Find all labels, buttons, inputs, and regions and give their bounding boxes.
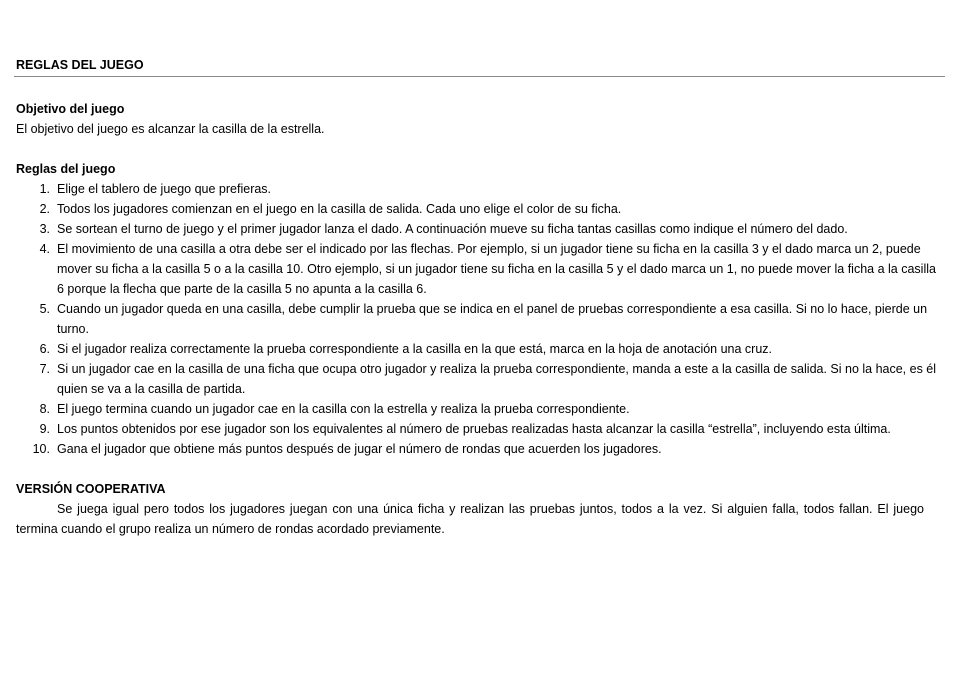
- rule-text: Si un jugador cae en la casilla de una ficha que ocupa otro jugador y realiza la prueba correspondiente, manda a este a la casilla de salida. Si no la hace, es él quien se va a la casilla de partida.: [57, 362, 937, 396]
- rule-text: Si el jugador realiza correctamente la prueba correspondiente a la casilla en la que está, marca en la hoja de anotación una cruz.: [57, 342, 773, 356]
- rule-item: [16, 199, 941, 219]
- section-spacer: [16, 459, 941, 479]
- rule-text: Todos los jugadores comienzan en el juego en la casilla de salida. Cada uno elige el color de su ficha.: [57, 202, 622, 216]
- rule-number: 7.: [39, 362, 50, 376]
- rule-number: 3.: [39, 222, 50, 236]
- cooperative-text: Se juega igual pero todos los jugadores juegan con una única ficha y realizan las pruebas juntos, todos a la vez. Si alguien falla, todos fallan. El juego termina cuando el grupo realiza un número de rondas acordado previamente.: [16, 502, 924, 536]
- rule-number: 5.: [39, 302, 50, 316]
- rule-number: 8.: [39, 402, 50, 416]
- rule-item: [16, 399, 941, 419]
- rule-item: [16, 339, 941, 359]
- rule-item: [16, 239, 941, 299]
- rule-item: [16, 439, 941, 459]
- rule-text: Se sortean el turno de juego y el primer jugador lanza el dado. A continuación mueve su ficha tantas casillas como indique el número del dado.: [57, 222, 848, 236]
- rule-item: [16, 299, 941, 339]
- objective-heading: Objetivo del juego: [16, 102, 125, 116]
- rule-text: El movimiento de una casilla a otra debe ser el indicado por las flechas. Por ejemplo, si un jugador tiene su ficha en la casilla 3 y el dado marca un 2, puede mover su ficha a la casilla 5 o a la casilla 10. Otro ejemplo, si un jugador tiene su ficha en la casilla 5 y el dado marca un 1, no puede mover la ficha a la casilla 6 porque la flecha que parte de la casilla 5 no apunta a la casilla 6.: [57, 242, 936, 296]
- rule-text: Elige el tablero de juego que prefieras.: [57, 182, 272, 196]
- rules-heading: Reglas del juego: [16, 162, 116, 176]
- rule-text: Gana el jugador que obtiene más puntos después de jugar el número de rondas que acuerden los jugadores.: [57, 442, 662, 456]
- rule-item: [16, 419, 941, 439]
- cooperative-heading: VERSIÓN COOPERATIVA: [16, 482, 166, 496]
- rule-number: 6.: [39, 342, 50, 356]
- rule-text: Cuando un jugador queda en una casilla, debe cumplir la prueba que se indica en el panel de pruebas correspondiente a esa casilla. Si no lo hace, pierde un turno.: [57, 302, 928, 336]
- rule-item: [16, 179, 941, 199]
- rule-number: 2.: [39, 202, 50, 216]
- section-spacer: [16, 139, 941, 159]
- rule-number: 9.: [39, 422, 50, 436]
- rule-text: El juego termina cuando un jugador cae en la casilla con la estrella y realiza la prueba correspondiente.: [57, 402, 630, 416]
- objective-text: El objetivo del juego es alcanzar la casilla de la estrella.: [16, 122, 325, 136]
- document-body: [16, 99, 941, 539]
- title-divider: [14, 76, 945, 77]
- rule-number: 1.: [39, 182, 50, 196]
- rule-number: 4.: [39, 242, 50, 256]
- rule-text: Los puntos obtenidos por ese jugador son los equivalentes al número de pruebas realizadas hasta alcanzar la casilla “estrella”, incluyendo esta última.: [57, 422, 891, 436]
- rule-item: [16, 359, 941, 399]
- rule-item: [16, 219, 941, 239]
- document-title: REGLAS DEL JUEGO: [16, 58, 144, 72]
- rule-number: 10.: [32, 442, 50, 456]
- rules-list: [16, 179, 941, 459]
